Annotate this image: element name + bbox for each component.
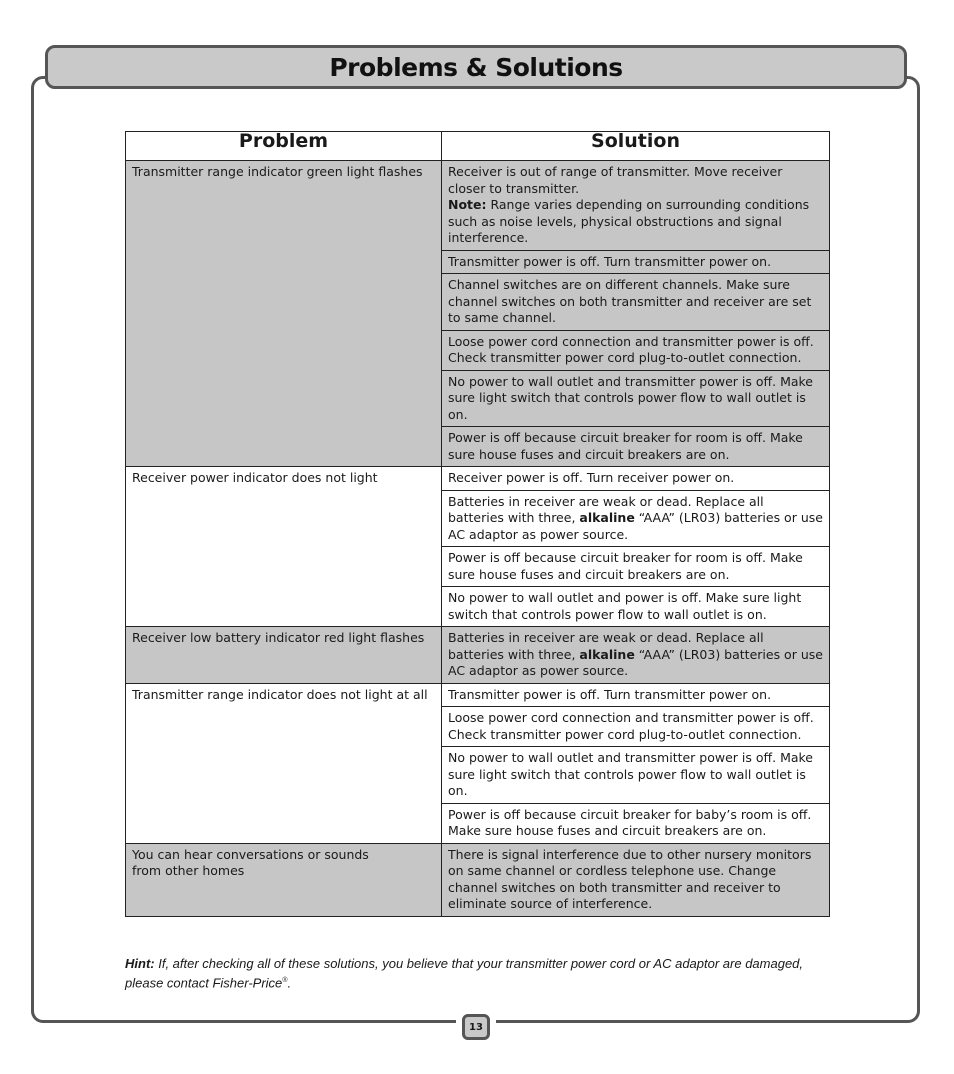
problem-cell xyxy=(126,843,442,916)
table-row xyxy=(126,843,830,916)
solution-text: “AAA” (LR03) batteries or use AC adaptor as power source. xyxy=(448,646,823,678)
bold-text: alkaline xyxy=(579,646,635,662)
title-bar xyxy=(45,45,907,89)
problem-cell: Transmitter range indicator does not light at all xyxy=(126,683,442,843)
solution-cell xyxy=(442,490,830,547)
solution-text: Receiver is out of range of transmitter. Move receiver closer to transmitter. xyxy=(448,164,783,196)
solution-cell xyxy=(442,627,830,684)
table-row xyxy=(126,161,830,251)
solution-cell: Loose power cord connection and transmitter power is off. Check transmitter power cord plug-to-outlet connection. xyxy=(442,707,830,747)
hint-text xyxy=(125,955,825,991)
table-row xyxy=(126,467,830,491)
note-label: Note: xyxy=(448,197,487,212)
problem-cell: Receiver low battery indicator red light flashes xyxy=(126,627,442,684)
problem-column-header: Problem xyxy=(126,132,442,161)
solution-cell: Receiver power is off. Turn receiver power on. xyxy=(442,467,830,491)
problem-text: You can hear conversations or sounds xyxy=(132,846,369,862)
solution-cell: Transmitter power is off. Turn transmitter power on. xyxy=(442,683,830,707)
hint-label: Hint: xyxy=(125,956,155,971)
solution-cell xyxy=(442,161,830,251)
solution-cell: Loose power cord connection and transmitter power is off. Check transmitter power cord plug-to-outlet connection. xyxy=(442,330,830,370)
table-row xyxy=(126,683,830,707)
table-header-row xyxy=(126,132,830,161)
solution-cell: No power to wall outlet and transmitter power is off. Make sure light switch that controls power flow to wall outlet is on. xyxy=(442,747,830,804)
problem-cell: Receiver power indicator does not light xyxy=(126,467,442,627)
problems-solutions-table xyxy=(125,131,830,917)
solution-cell: Power is off because circuit breaker for baby’s room is off. Make sure house fuses and circuit breakers are on. xyxy=(442,803,830,843)
hint-body: If, after checking all of these solutions, you believe that your transmitter power cord or AC adaptor are damaged, please contact Fisher-Price xyxy=(125,956,804,991)
table-row xyxy=(126,627,830,684)
problem-cell: Transmitter range indicator green light flashes xyxy=(126,161,442,467)
problem-text: from other homes xyxy=(132,863,245,878)
solution-text: “AAA” (LR03) batteries or use AC adaptor as power source. xyxy=(448,510,823,542)
solution-cell: Power is off because circuit breaker for room is off. Make sure house fuses and circuit breakers are on. xyxy=(442,547,830,587)
solution-cell: Transmitter power is off. Turn transmitter power on. xyxy=(442,250,830,274)
bold-text: alkaline xyxy=(579,510,635,525)
registered-mark: ® xyxy=(282,977,288,984)
note-text: Range varies depending on surrounding conditions such as noise levels, physical obstructions and signal interference. xyxy=(448,197,810,245)
solution-cell: No power to wall outlet and transmitter power is off. Make sure light switch that controls power flow to wall outlet is on. xyxy=(442,370,830,427)
hint-end: . xyxy=(287,975,292,991)
solution-text: Batteries in receiver are weak or dead. Replace all batteries with three, xyxy=(448,493,764,525)
page-title: Problems & Solutions xyxy=(329,52,623,82)
solution-cell: Power is off because circuit breaker for room is off. Make sure house fuses and circuit breakers are on. xyxy=(442,427,830,467)
solution-cell: There is signal interference due to other nursery monitors on same channel or cordless telephone use. Change channel switches on both transmitter and receiver to eliminate source of interference. xyxy=(442,843,830,916)
solution-cell: No power to wall outlet and power is off. Make sure light switch that controls power flow to wall outlet is on. xyxy=(442,587,830,627)
solution-text: Batteries in receiver are weak or dead. Replace all batteries with three, xyxy=(448,630,764,662)
solution-column-header: Solution xyxy=(442,132,830,161)
solution-cell: Channel switches are on different channels. Make sure channel switches on both transmitter and receiver are set to same channel. xyxy=(442,274,830,331)
page-number: 13 xyxy=(462,1014,490,1040)
